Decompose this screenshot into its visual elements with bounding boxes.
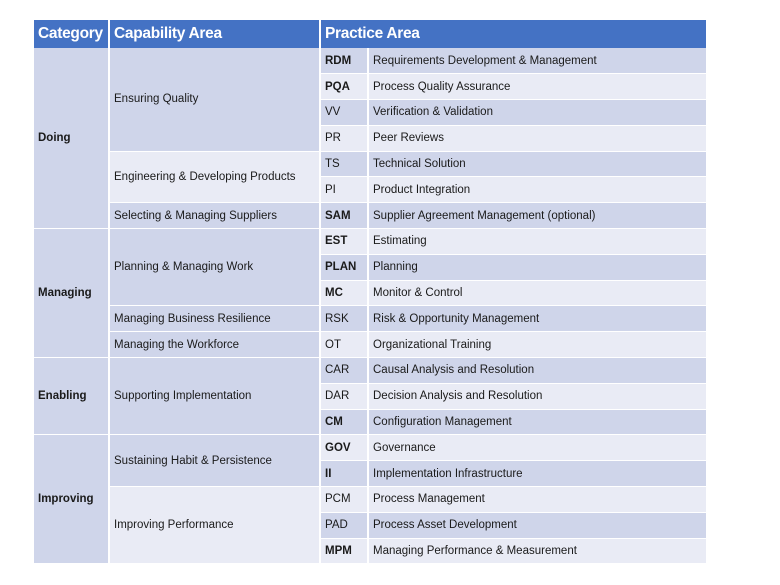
capability-area-cell: Planning & Managing Work: [109, 229, 320, 306]
table-row: [34, 306, 706, 332]
table-row: [34, 435, 706, 461]
practice-name: Process Asset Development: [368, 512, 706, 538]
practice-code: RDM: [320, 48, 368, 74]
category-cell: Doing: [34, 48, 109, 229]
practice-code: PLAN: [320, 254, 368, 280]
practice-code: CM: [320, 409, 368, 435]
practice-name: Organizational Training: [368, 332, 706, 358]
table-row: [34, 487, 706, 513]
category-cell: Improving: [34, 435, 109, 564]
practice-name: Causal Analysis and Resolution: [368, 358, 706, 384]
practice-code: PCM: [320, 487, 368, 513]
table-row: [34, 48, 706, 74]
capability-area-cell: Managing the Workforce: [109, 332, 320, 358]
practice-code: RSK: [320, 306, 368, 332]
capability-area-cell: Sustaining Habit & Persistence: [109, 435, 320, 487]
practice-name: Managing Performance & Measurement: [368, 538, 706, 564]
table-row: [34, 229, 706, 255]
practice-code: GOV: [320, 435, 368, 461]
practice-code: EST: [320, 229, 368, 255]
practice-code: MC: [320, 280, 368, 306]
practice-code: PQA: [320, 74, 368, 100]
practice-code: PI: [320, 177, 368, 203]
capability-area-cell: Engineering & Developing Products: [109, 151, 320, 203]
practice-name: Process Management: [368, 487, 706, 513]
practice-name: Governance: [368, 435, 706, 461]
practice-code: MPM: [320, 538, 368, 564]
header-row: [34, 20, 706, 48]
header-capability-area: Capability Area: [109, 20, 320, 48]
practice-code: TS: [320, 151, 368, 177]
practice-code: VV: [320, 100, 368, 126]
table-row: [34, 203, 706, 229]
capability-area-cell: Ensuring Quality: [109, 48, 320, 151]
practice-name: Implementation Infrastructure: [368, 461, 706, 487]
header-category: Category: [34, 20, 109, 48]
practice-name: Configuration Management: [368, 409, 706, 435]
practice-code: PR: [320, 125, 368, 151]
capability-area-cell: Improving Performance: [109, 487, 320, 564]
header-practice-area: Practice Area: [320, 20, 706, 48]
table-body: [34, 48, 706, 564]
practice-area-table: [34, 20, 706, 564]
practice-code: II: [320, 461, 368, 487]
practice-name: Risk & Opportunity Management: [368, 306, 706, 332]
practice-name: Verification & Validation: [368, 100, 706, 126]
table-row: [34, 151, 706, 177]
practice-code: DAR: [320, 383, 368, 409]
practice-code: OT: [320, 332, 368, 358]
capability-area-cell: Supporting Implementation: [109, 358, 320, 435]
practice-name: Peer Reviews: [368, 125, 706, 151]
practice-name: Monitor & Control: [368, 280, 706, 306]
practice-name: Estimating: [368, 229, 706, 255]
practice-name: Supplier Agreement Management (optional): [368, 203, 706, 229]
category-cell: Managing: [34, 229, 109, 358]
practice-name: Technical Solution: [368, 151, 706, 177]
capability-area-cell: Selecting & Managing Suppliers: [109, 203, 320, 229]
practice-code: PAD: [320, 512, 368, 538]
practice-name: Process Quality Assurance: [368, 74, 706, 100]
practice-code: SAM: [320, 203, 368, 229]
capability-area-cell: Managing Business Resilience: [109, 306, 320, 332]
practice-name: Planning: [368, 254, 706, 280]
practice-name: Decision Analysis and Resolution: [368, 383, 706, 409]
practice-name: Product Integration: [368, 177, 706, 203]
category-cell: Enabling: [34, 358, 109, 435]
table-row: [34, 358, 706, 384]
practice-name: Requirements Development & Management: [368, 48, 706, 74]
practice-code: CAR: [320, 358, 368, 384]
table-row: [34, 332, 706, 358]
